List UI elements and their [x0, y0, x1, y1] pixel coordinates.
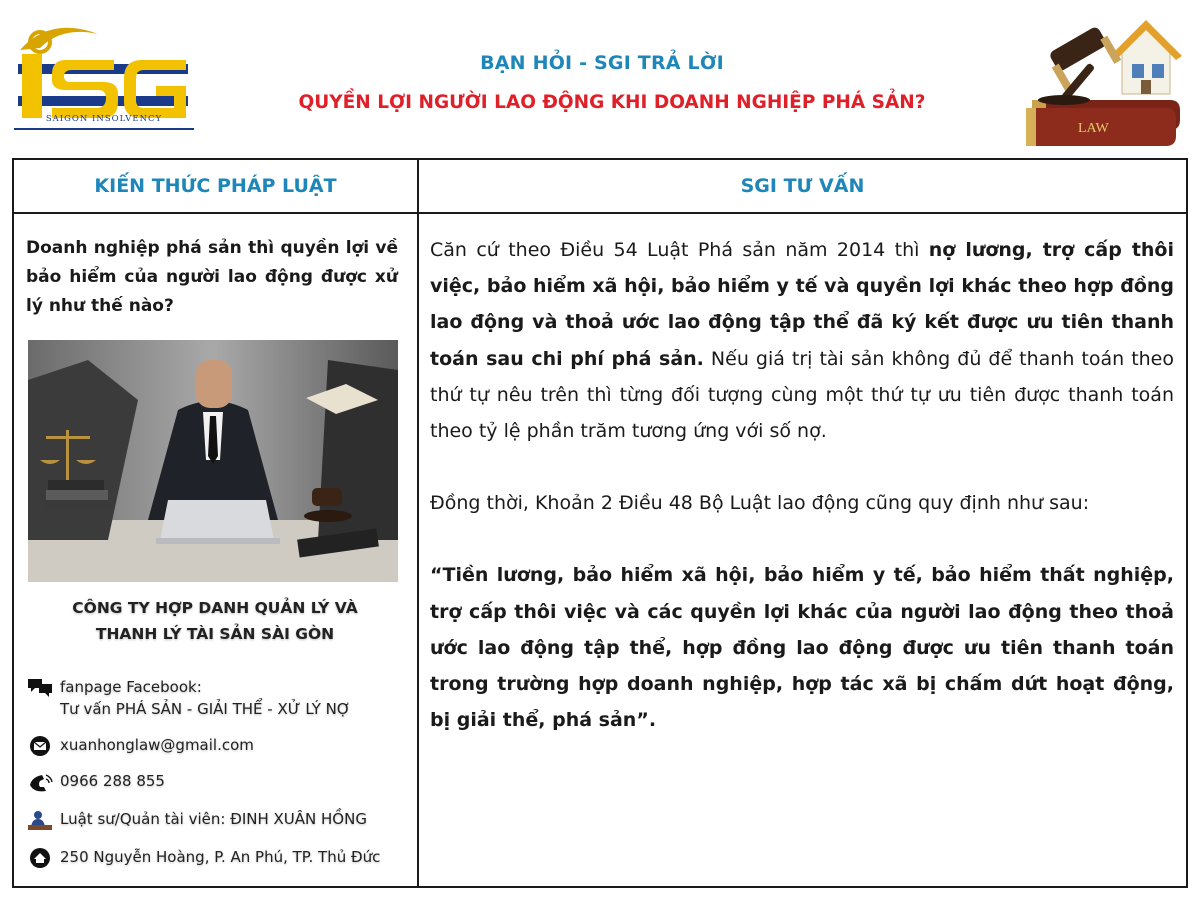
logo-caption: SAIGON INSOLVENCY — [45, 114, 163, 124]
lawyer-meeting-photo — [28, 340, 398, 582]
lawyer-icon — [26, 809, 54, 831]
left-column-header: KIẾN THỨC PHÁP LUẬT — [94, 175, 337, 197]
email-icon — [26, 735, 54, 757]
home-icon — [26, 847, 54, 869]
law-book-gavel-house-icon — [1020, 8, 1192, 148]
facebook-page-link[interactable]: Tư vấn PHÁ SẢN - GIẢI THỂ - XỬ LÝ NỢ — [60, 700, 351, 718]
email-link[interactable]: xuanhonglaw@gmail.com — [60, 736, 254, 754]
page-title: BẠN HỎI - SGI TRẢ LỜI — [480, 52, 724, 74]
answer-text — [430, 232, 1174, 738]
page-subtitle: QUYỀN LỢI NGƯỜI LAO ĐỘNG KHI DOANH NGHIỆP PHÁ SẢN? — [298, 92, 926, 113]
address-text: 250 Nguyễn Hoàng, P. An Phú, TP. Thủ Đức — [60, 848, 381, 866]
logo-underline — [14, 128, 194, 130]
company-name: CÔNG TY HỢP DANH QUẢN LÝ VÀ THANH LÝ TÀI SẢN SÀI GÒN — [72, 599, 358, 643]
chat-icon — [26, 677, 54, 699]
answer-paragraph-1: Căn cứ theo Điều 54 Luật Phá sản năm 2014 thì nợ lương, trợ cấp thôi việc, bảo hiểm xã hội, bảo hiểm y tế và quyền lợi khác theo hợp đồng lao động và thoả ước lao động tập thể đã ký kết được ưu tiên thanh toán sau chi phí phá sản. Nếu giá trị tài sản không đủ để thanh toán theo thứ tự nêu trên thì từng đối tượng cùng một thứ tự ưu tiên được thanh toán theo tỷ lệ phần trăm tương ứng với số nợ. — [430, 239, 1174, 443]
header-divider — [14, 212, 1186, 214]
phone-number[interactable]: 0966 288 855 — [60, 772, 165, 790]
facebook-label: fanpage Facebook: — [60, 678, 202, 696]
question-text: Doanh nghiệp phá sản thì quyền lợi về bảo hiểm của người lao động được xử lý như thế nào? — [26, 238, 398, 316]
right-column-header: SGI TƯ VẤN — [740, 175, 865, 197]
lawyer-name: Luật sư/Quản tài viên: ĐINH XUÂN HỒNG — [60, 810, 367, 828]
answer-paragraph-2: Đồng thời, Khoản 2 Điều 48 Bộ Luật lao động cũng quy định như sau: — [430, 492, 1090, 515]
phone-icon — [26, 771, 54, 793]
svg-text:LAW: LAW — [1078, 121, 1109, 136]
answer-quote: “Tiền lương, bảo hiểm xã hội, bảo hiểm y tế, bảo hiểm thất nghiệp, trợ cấp thôi việc và các quyền lợi khác của người lao động theo thoả ước lao động tập thể, hợp đồng lao động được ưu tiên thanh toán trong trường hợp doanh nghiệp, hợp tác xã bị chấm dứt hoạt động, bị giải thể, phá sản”. — [430, 564, 1174, 732]
content-table — [12, 158, 1188, 888]
column-divider — [417, 160, 419, 886]
